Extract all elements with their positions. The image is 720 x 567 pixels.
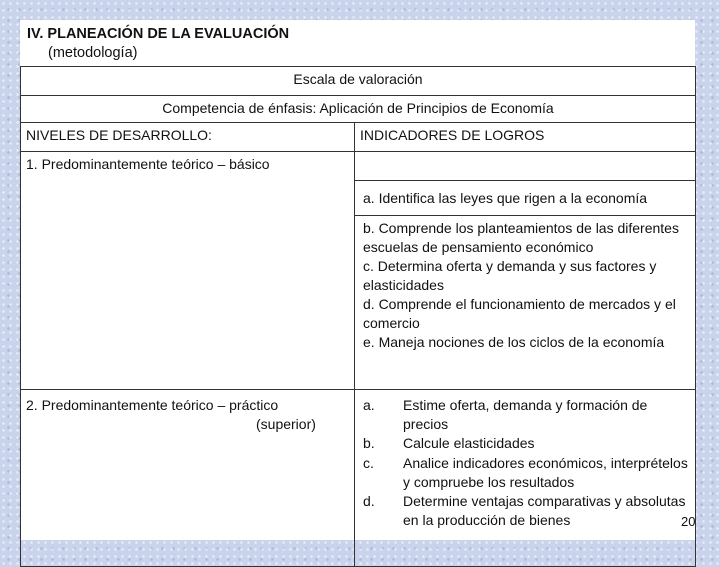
section-heading bbox=[27, 25, 289, 63]
indicador-1e: e. Maneja nociones de los ciclos de la economía bbox=[363, 334, 665, 350]
indicador-1b: b. Comprende los planteamientos de las diferentes escuelas de pensamiento económico bbox=[363, 220, 679, 255]
page-number: 20 bbox=[681, 514, 696, 529]
evaluation-table bbox=[20, 66, 696, 567]
section-title: IV. PLANEACIÓN DE LA EVALUACIÓN bbox=[27, 26, 290, 42]
escala-header: Escala de valoración bbox=[21, 67, 696, 96]
nivel-2-label: Predominantemente teórico – práctico bbox=[41, 397, 279, 413]
indicadores-column-header: INDICADORES DE LOGROS bbox=[355, 123, 696, 152]
nivel-2-number: 2. bbox=[26, 397, 38, 413]
indicadores-2-list bbox=[355, 396, 695, 530]
list-item: d. Determine ventajas comparativas y absolutas en la producción de bienes bbox=[363, 493, 686, 529]
nivel-1-cell bbox=[21, 152, 355, 390]
nivel-1-number: 1. bbox=[26, 156, 38, 172]
list-item: b. Calcule elasticidades bbox=[363, 435, 535, 452]
indicadores-1-list bbox=[355, 216, 696, 390]
list-item: a. Estime oferta, demanda y formación de precios bbox=[363, 397, 648, 433]
competencia-header: Competencia de énfasis: Aplicación de Principios de Economía bbox=[21, 96, 696, 123]
indicador-1c: c. Determina oferta y demanda y sus factores y elasticidades bbox=[363, 258, 657, 293]
indicador-1d: d. Comprende el funcionamiento de mercados y el comercio bbox=[363, 296, 676, 331]
indicador-1a: a. Identifica las leyes que rigen a la economía bbox=[355, 181, 696, 216]
document-page bbox=[20, 20, 695, 540]
nivel-1-label: Predominantemente teórico – básico bbox=[41, 156, 270, 172]
nivel-1-empty-cell bbox=[355, 152, 696, 181]
niveles-column-header: NIVELES DE DESARROLLO: bbox=[21, 123, 355, 152]
list-item: c. Analice indicadores económicos, interprételos y compruebe los resultados bbox=[363, 454, 688, 490]
nivel-2-label-superior: (superior) bbox=[256, 416, 316, 432]
section-subtitle: (metodología) bbox=[48, 45, 138, 61]
